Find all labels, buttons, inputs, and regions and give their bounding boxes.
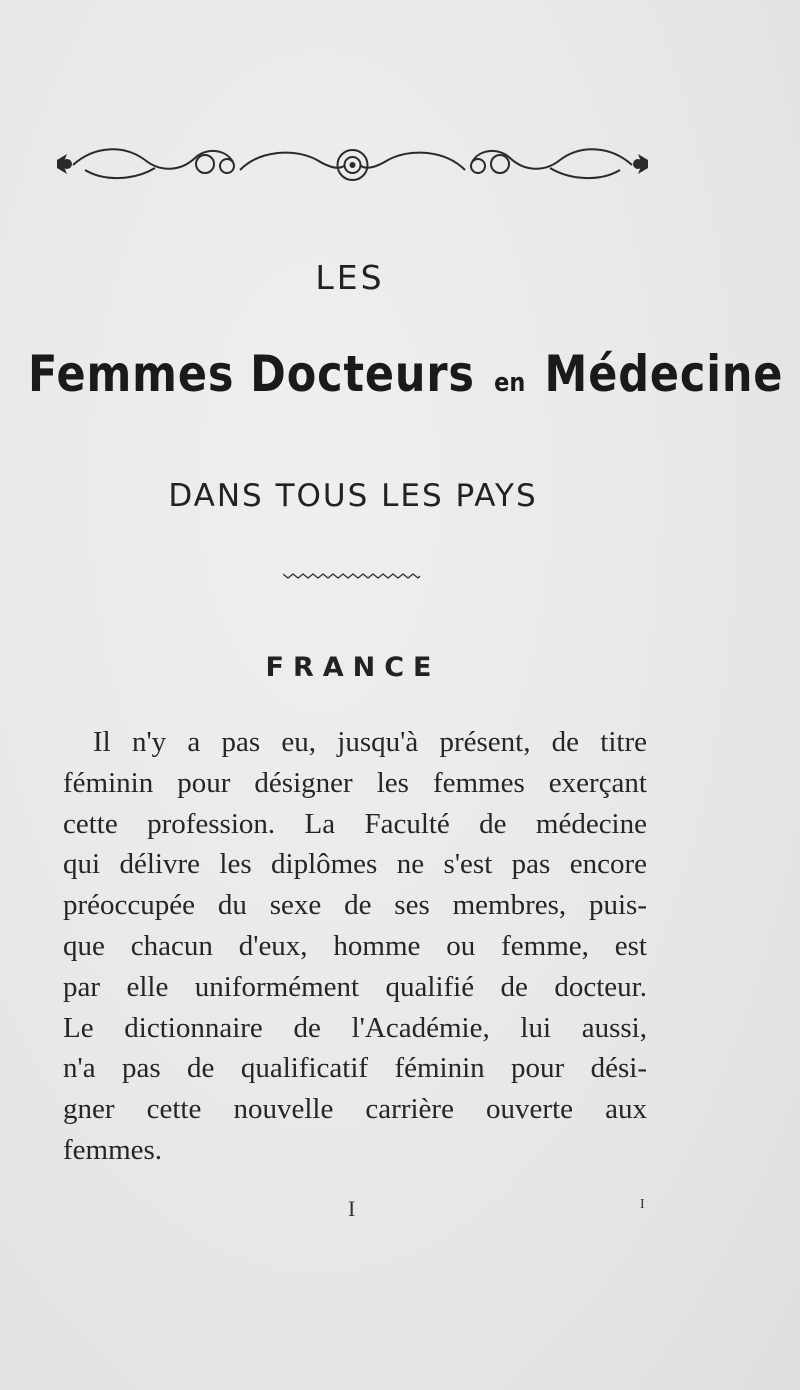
decorative-scroll-ornament	[55, 140, 650, 190]
text-line: que chacun d'eux, homme ou femme, est	[63, 929, 647, 962]
text-line: gner cette nouvelle carrière ouverte aux	[63, 1093, 647, 1126]
page-subtitle: DANS TOUS LES PAYS	[168, 478, 538, 514]
signature-mark: I	[348, 1196, 356, 1221]
text-line: par elle uniformément qualifié de docteur.	[63, 970, 647, 1003]
text-line: Il n'y a pas eu, jusqu'à présent, de titre	[93, 726, 647, 758]
title-connector: en	[494, 368, 526, 398]
text-line: n'a pas de qualificatif féminin pour dési-	[63, 1052, 647, 1085]
page-title	[28, 345, 784, 403]
text-line: féminin pour désigner les femmes exerçant	[63, 766, 647, 799]
page-number: I	[640, 1197, 645, 1212]
title-part-2: Médecine	[544, 345, 784, 403]
heading-les: LES	[315, 258, 385, 297]
wavy-divider-ornament	[283, 570, 425, 582]
section-heading: FRANCE	[265, 652, 441, 683]
text-line: cette profession. La Faculté de médecine	[63, 807, 647, 840]
text-line: Le dictionnaire de l'Académie, lui aussi,	[63, 1011, 647, 1044]
text-line: qui délivre les diplômes ne s'est pas encore	[63, 848, 647, 881]
text-line: femmes.	[63, 1133, 163, 1166]
title-part-1: Femmes Docteurs	[28, 345, 475, 403]
body-paragraph	[63, 722, 647, 1171]
text-line: préoccupée du sexe de ses membres, puis-	[63, 889, 647, 922]
